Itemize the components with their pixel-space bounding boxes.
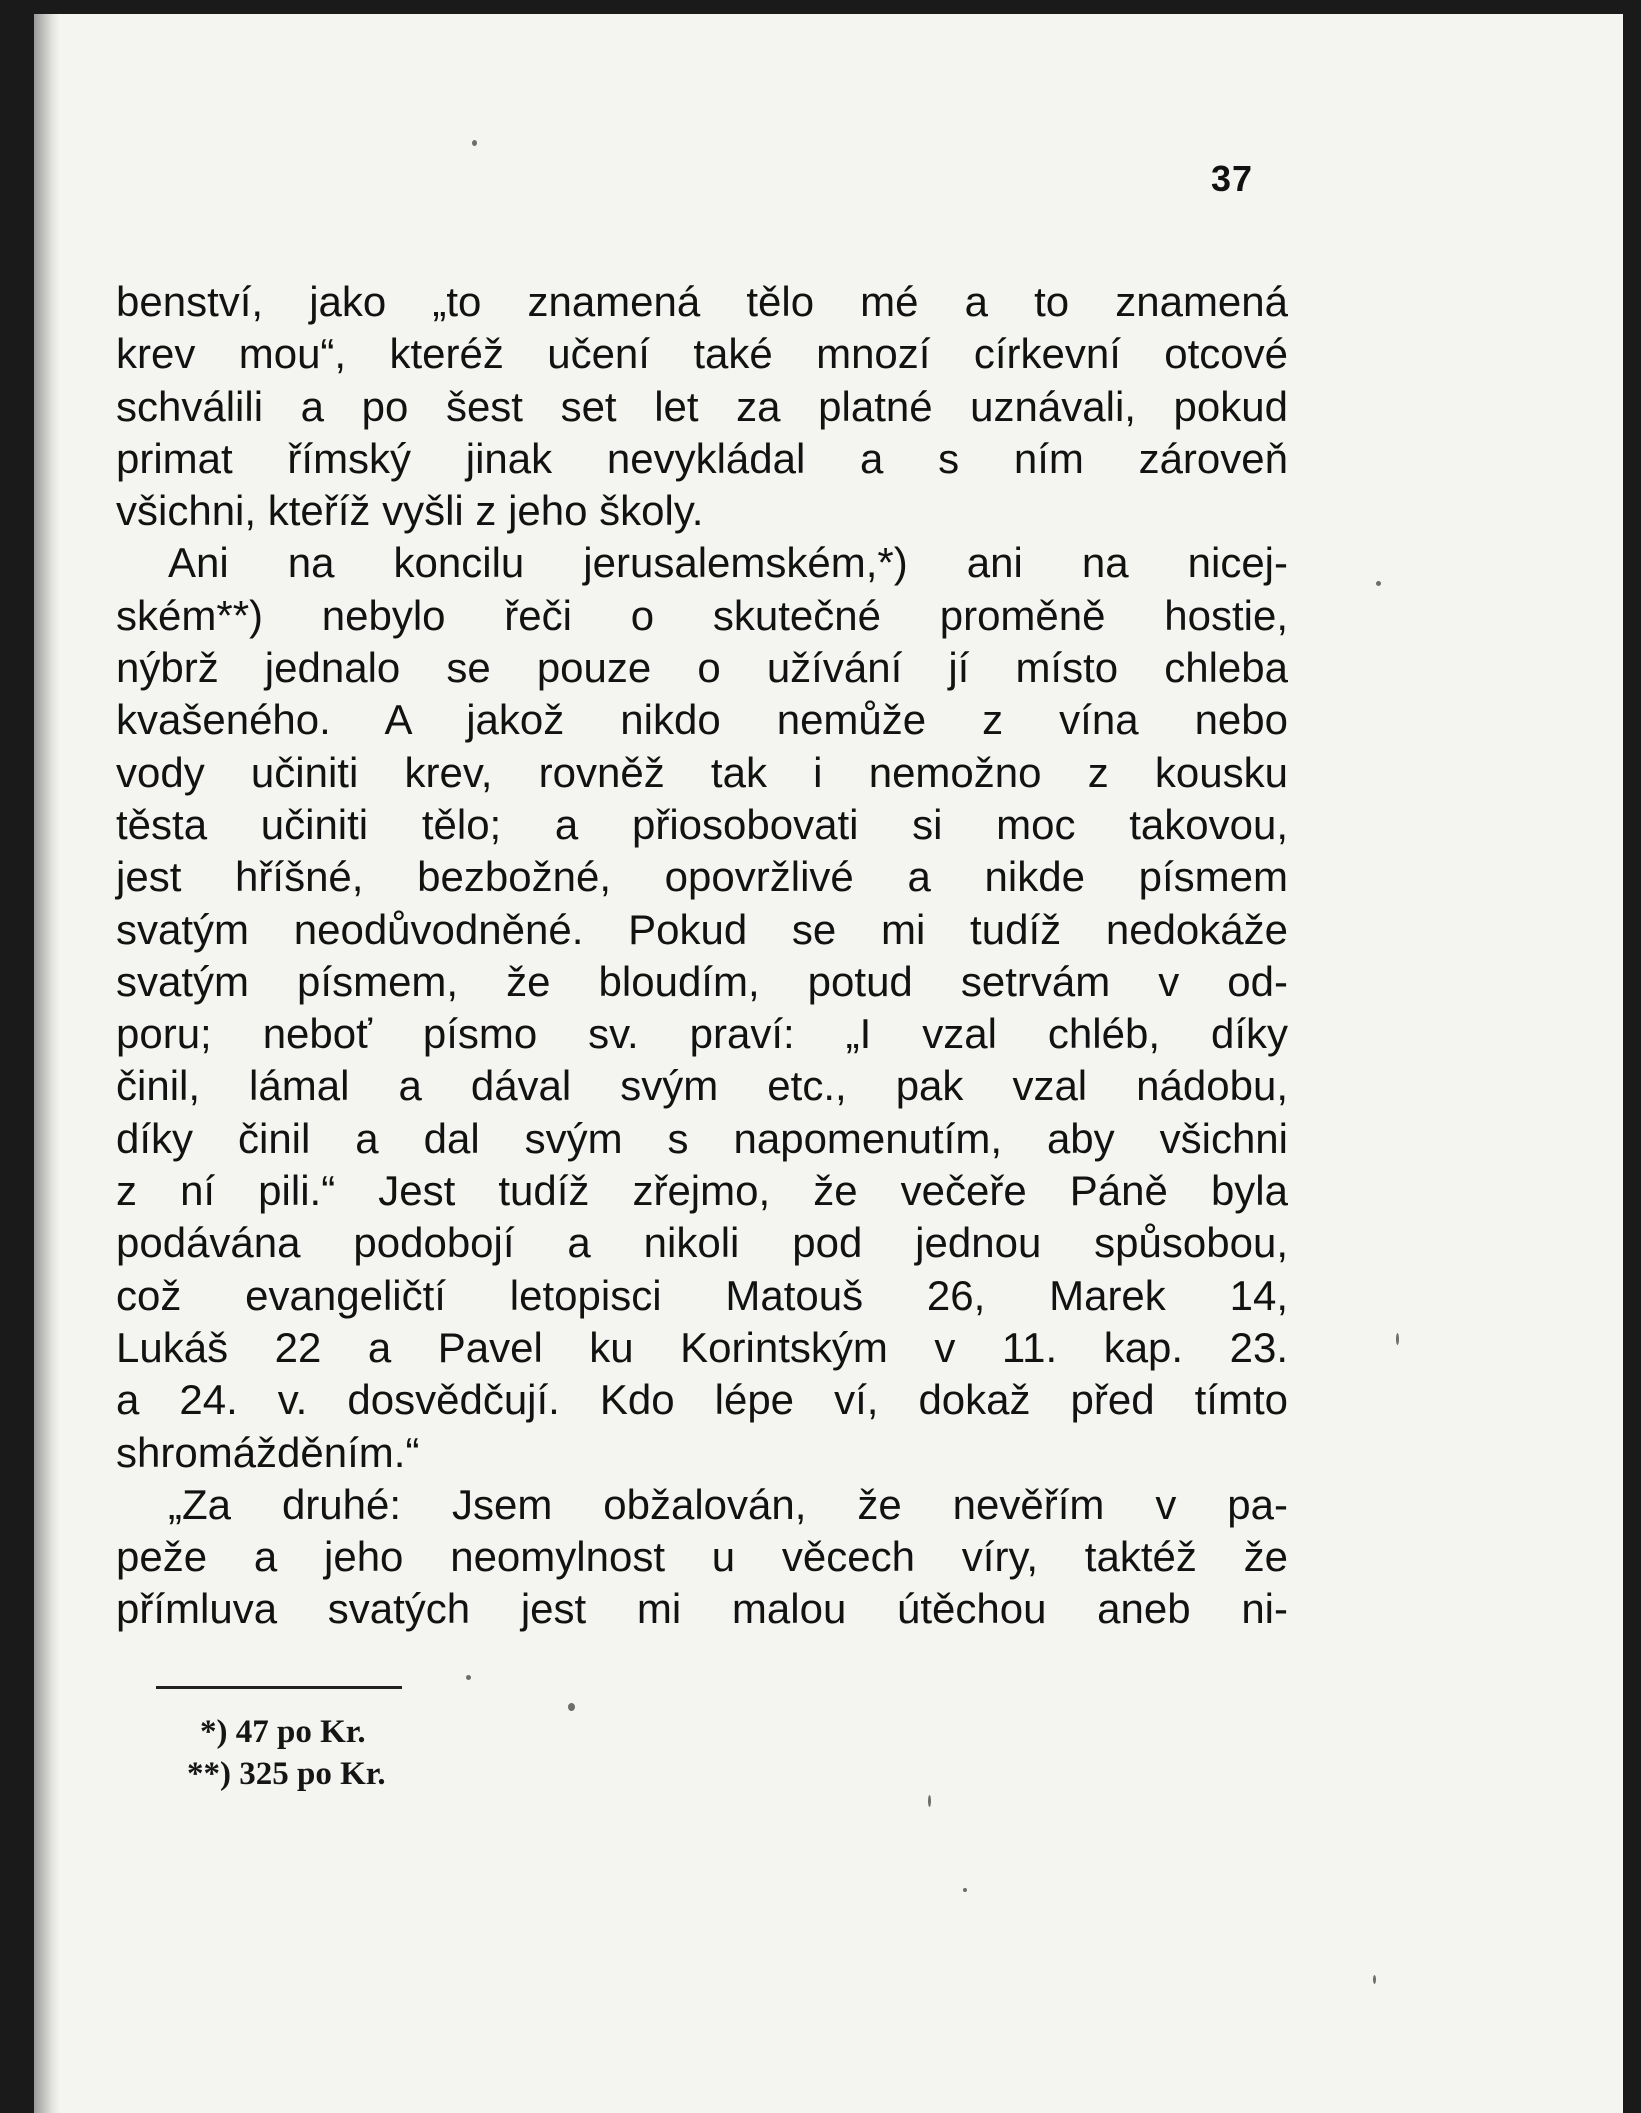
scan-speck bbox=[466, 1675, 471, 1680]
footnote: *) 47 po Kr. bbox=[200, 1714, 366, 1750]
text-line: z ní pili.“ Jest tudíž zřejmo, že večeře Páně byla bbox=[116, 1167, 1288, 1215]
scan-speck bbox=[1373, 1975, 1376, 1984]
text-line: díky činil a dal svým s napomenutím, aby všichni bbox=[116, 1114, 1288, 1162]
scan-speck bbox=[963, 1888, 967, 1892]
text-line: ském**) nebylo řeči o skutečné proměně hostie, bbox=[116, 591, 1288, 639]
text-line: kvašeného. A jakož nikdo nemůže z vína nebo bbox=[116, 696, 1288, 744]
text-line: primat římský jinak nevykládal a s ním zároveň bbox=[116, 434, 1288, 482]
book-page bbox=[34, 14, 1623, 2113]
page-number: 37 bbox=[1211, 158, 1254, 199]
scan-speck bbox=[1396, 1333, 1399, 1345]
text-line: svatým písmem, že bloudím, potud setrvám v od- bbox=[116, 957, 1288, 1005]
scan-speck bbox=[568, 1703, 575, 1711]
text-line: krev mou“, kteréž učení také mnozí církevní otcové bbox=[116, 330, 1288, 378]
text-line: a 24. v. dosvědčují. Kdo lépe ví, dokaž před tímto bbox=[116, 1376, 1288, 1424]
scan-speck bbox=[1376, 581, 1381, 586]
text-line: nýbrž jednalo se pouze o užívání jí místo chleba bbox=[116, 644, 1288, 692]
text-line: Lukáš 22 a Pavel ku Korintským v 11. kap. 23. bbox=[116, 1323, 1288, 1371]
text-line: což evangeličtí letopisci Matouš 26, Marek 14, bbox=[116, 1271, 1288, 1319]
footnotes bbox=[187, 1711, 386, 1795]
text-line: všichni, kteříž vyšli z jeho školy. bbox=[116, 487, 704, 535]
text-line: podávána podobojí a nikoli pod jednou spůsobou, bbox=[116, 1219, 1288, 1267]
text-line: svatým neodůvodněné. Pokud se mi tudíž nedokáže bbox=[116, 905, 1288, 953]
text-line: těsta učiniti tělo; a přiosobovati si moc takovou, bbox=[116, 800, 1288, 848]
text-line: vody učiniti krev, rovněž tak i nemožno z kousku bbox=[116, 748, 1288, 796]
footnote: **) 325 po Kr. bbox=[187, 1756, 386, 1792]
scan-speck bbox=[928, 1795, 931, 1807]
footnote-divider bbox=[156, 1686, 402, 1689]
text-line: činil, lámal a dával svým etc., pak vzal nádobu, bbox=[116, 1062, 1288, 1110]
text-line: schválili a po šest set let za platné uznávali, pokud bbox=[116, 382, 1288, 430]
scan-speck bbox=[472, 140, 477, 146]
body-text bbox=[116, 276, 1288, 1636]
text-line: benství, jako „to znamená tělo mé a to znamená bbox=[116, 278, 1288, 325]
text-line: shromážděním.“ bbox=[116, 1428, 420, 1476]
text-line: „Za druhé: Jsem obžalován, že nevěřím v pa- bbox=[168, 1480, 1288, 1528]
text-line: jest hříšné, bezbožné, opovržlivé a nikde písmem bbox=[116, 853, 1288, 901]
text-line: přímluva svatých jest mi malou útěchou aneb ni- bbox=[116, 1585, 1288, 1633]
text-line: poru; neboť písmo sv. praví: „I vzal chléb, díky bbox=[116, 1010, 1288, 1058]
text-line: Ani na koncilu jerusalemském,*) ani na nicej- bbox=[168, 539, 1288, 587]
text-line: peže a jeho neomylnost u věcech víry, taktéž že bbox=[116, 1533, 1288, 1581]
